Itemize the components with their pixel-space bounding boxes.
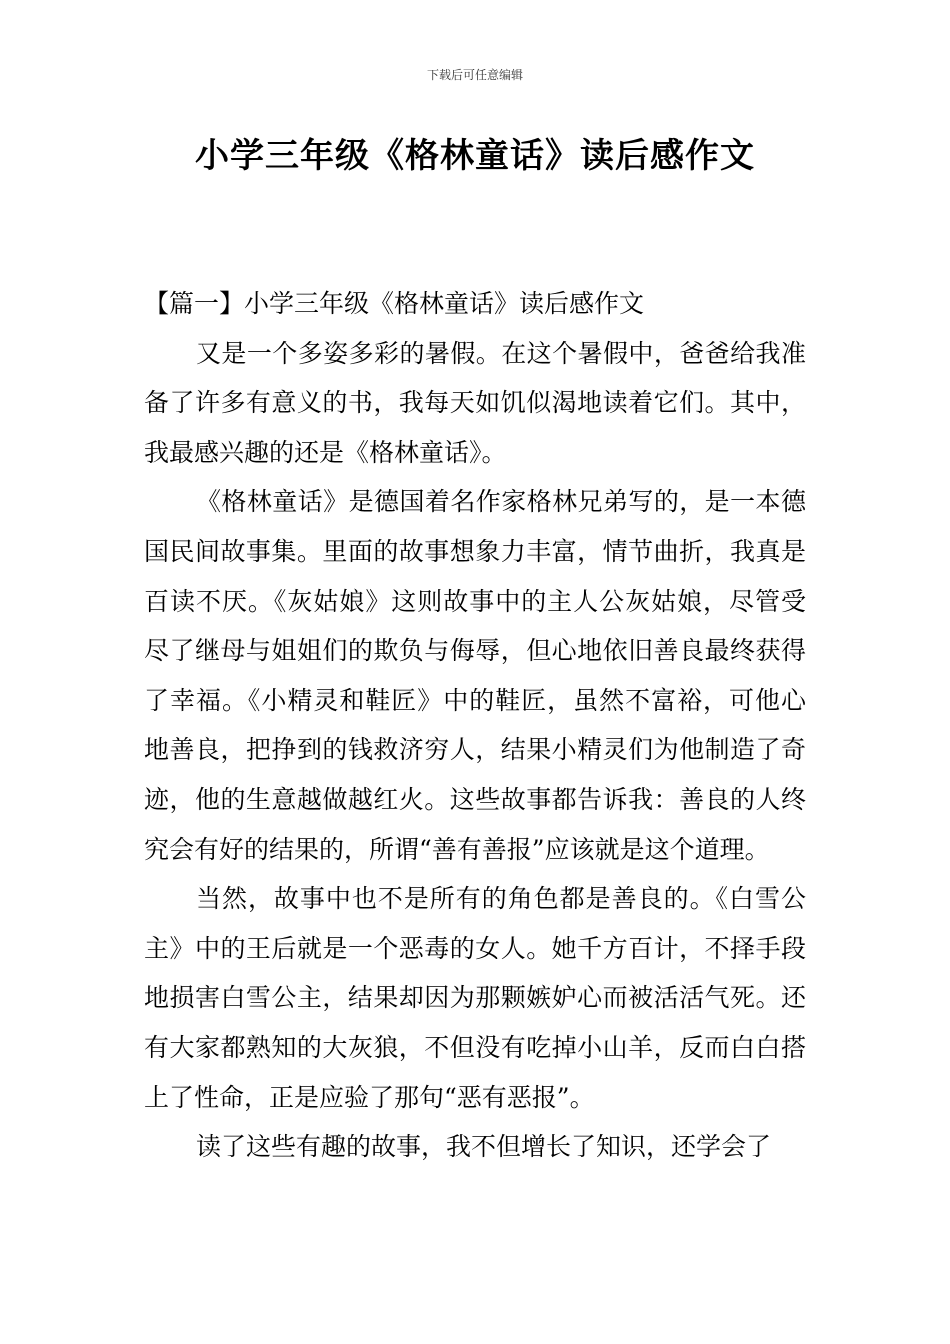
paragraph-1: 又是一个多姿多彩的暑假。在这个暑假中，爸爸给我准备了许多有意义的书，我每天如饥似渴地读着它们。其中，我最感兴趣的还是《格林童话》。	[144, 338, 806, 467]
paragraph-2: 《格林童话》是德国着名作家格林兄弟写的，是一本德国民间故事集。里面的故事想象力丰富，情节曲折，我真是百读不厌。《灰姑娘》这则故事中的主人公灰姑娘，尽管受尽了继母与姐姐们的欺负与侮辱，但心地依旧善良最终获得了幸福。《小精灵和鞋匠》中的鞋匠，虽然不富裕，可他心地善良，把挣到的钱救济穷人，结果小精灵们为他制造了奇迹，他的生意越做越红火。这些故事都告诉我：善良的人终究会有好的结果的，所谓“善有善报”应该就是这个道理。	[144, 487, 806, 864]
document-title: 小学三年级《格林童话》读后感作文	[195, 136, 755, 176]
header-note: 下载后可任意编辑	[426, 68, 523, 82]
paragraph-4: 读了这些有趣的故事，我不但增长了知识，还学会了	[196, 1132, 772, 1162]
document-body	[144, 279, 806, 1172]
section-heading: 【篇一】小学三年级《格林童话》读后感作文	[144, 289, 645, 318]
paragraph-3: 当然，故事中也不是所有的角色都是善良的。《白雪公主》中的王后就是一个恶毒的女人。她千方百计，不择手段地损害白雪公主，结果却因为那颗嫉妒心而被活活气死。还有大家都熟知的大灰狼，不但没有吃掉小山羊，反而白白搭上了性命，正是应验了那句“恶有恶报”。	[144, 884, 806, 1112]
